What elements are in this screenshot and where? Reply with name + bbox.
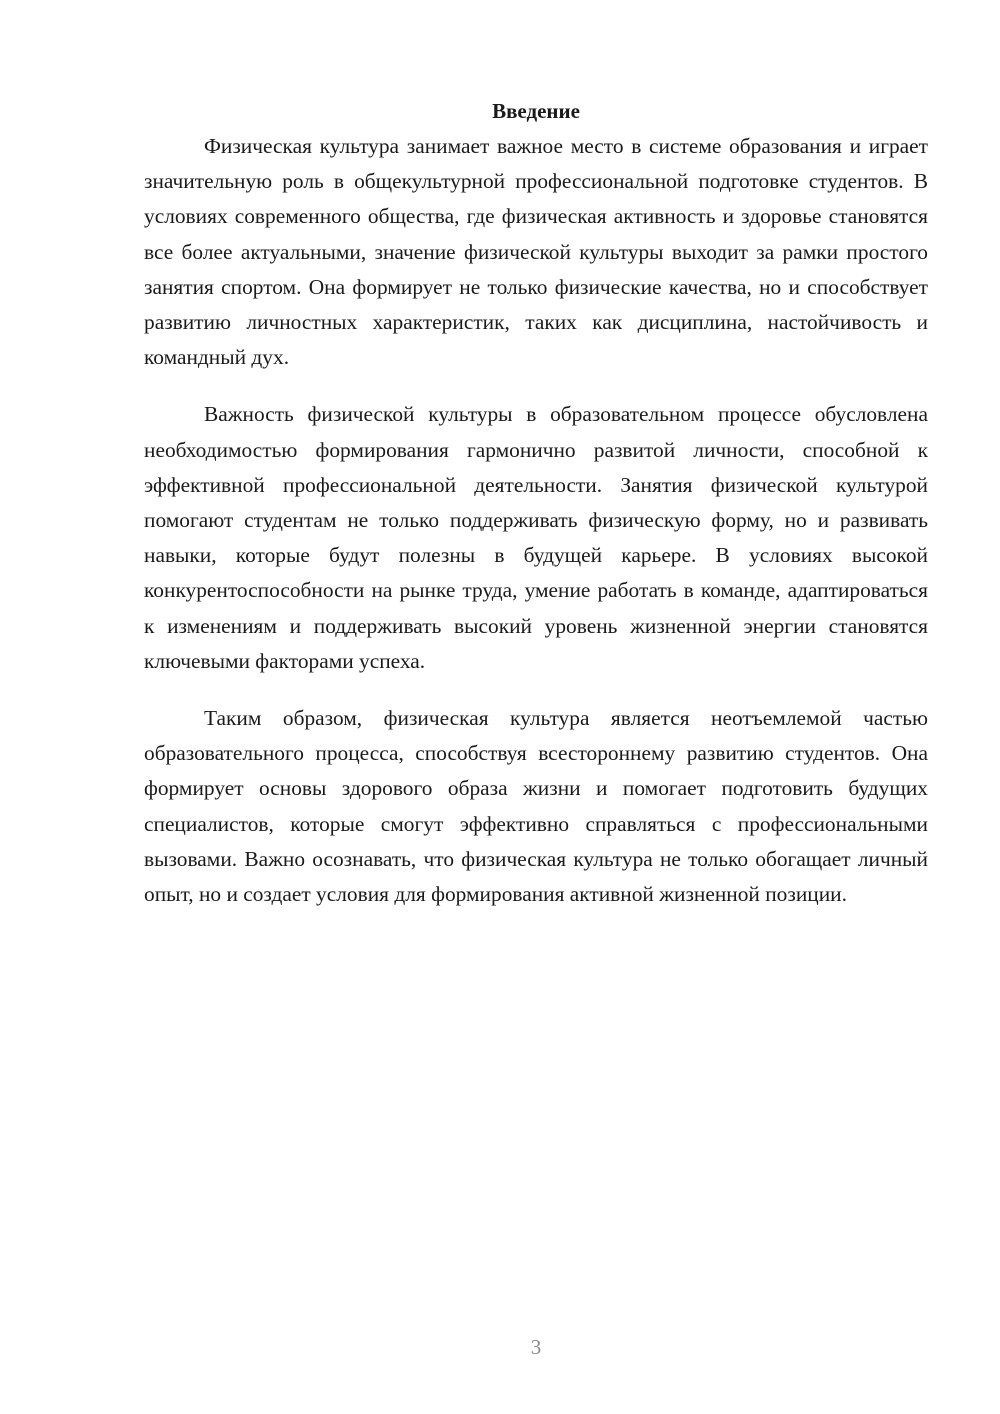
paragraph-2: Важность физической культуры в образовательном процессе обусловлена необходимостью формирования гармонично развитой личности, способной к эффективной профессиональной деятельности. Занятия физической культурой помогают студентам не только поддерживать физическую форму, но и развивать навыки, которые будут полезны в будущей карьере. В условиях высокой конкурентоспособности на рынке труда, умение работать в команде, адаптироваться к изменениям и поддерживать высокий уровень жизненной энергии становятся ключевыми факторами успеха. <box>144 402 928 673</box>
page-content <box>144 94 928 912</box>
page-number: 3 <box>530 1335 542 1359</box>
section-title: Введение <box>492 99 580 123</box>
paragraph-3: Таким образом, физическая культура является неотъемлемой частью образовательного процесса, способствуя всестороннему развитию студентов. Она формирует основы здорового образа жизни и помогает подготовить будущих специалистов, которые смогут эффективно справляться с профессиональными вызовами. Важно осознавать, что физическая культура не только обогащает личный опыт, но и создает условия для формирования активной жизненной позиции. <box>144 706 928 907</box>
paragraph-1: Физическая культура занимает важное место в системе образования и играет значительную роль в общекультурной профессиональной подготовке студентов. В условиях современного общества, где физическая активность и здоровье становятся все более актуальными, значение физической культуры выходит за рамки простого занятия спортом. Она формирует не только физические качества, но и способствует развитию личностных характеристик, таких как дисциплина, настойчивость и командный дух. <box>144 134 928 370</box>
